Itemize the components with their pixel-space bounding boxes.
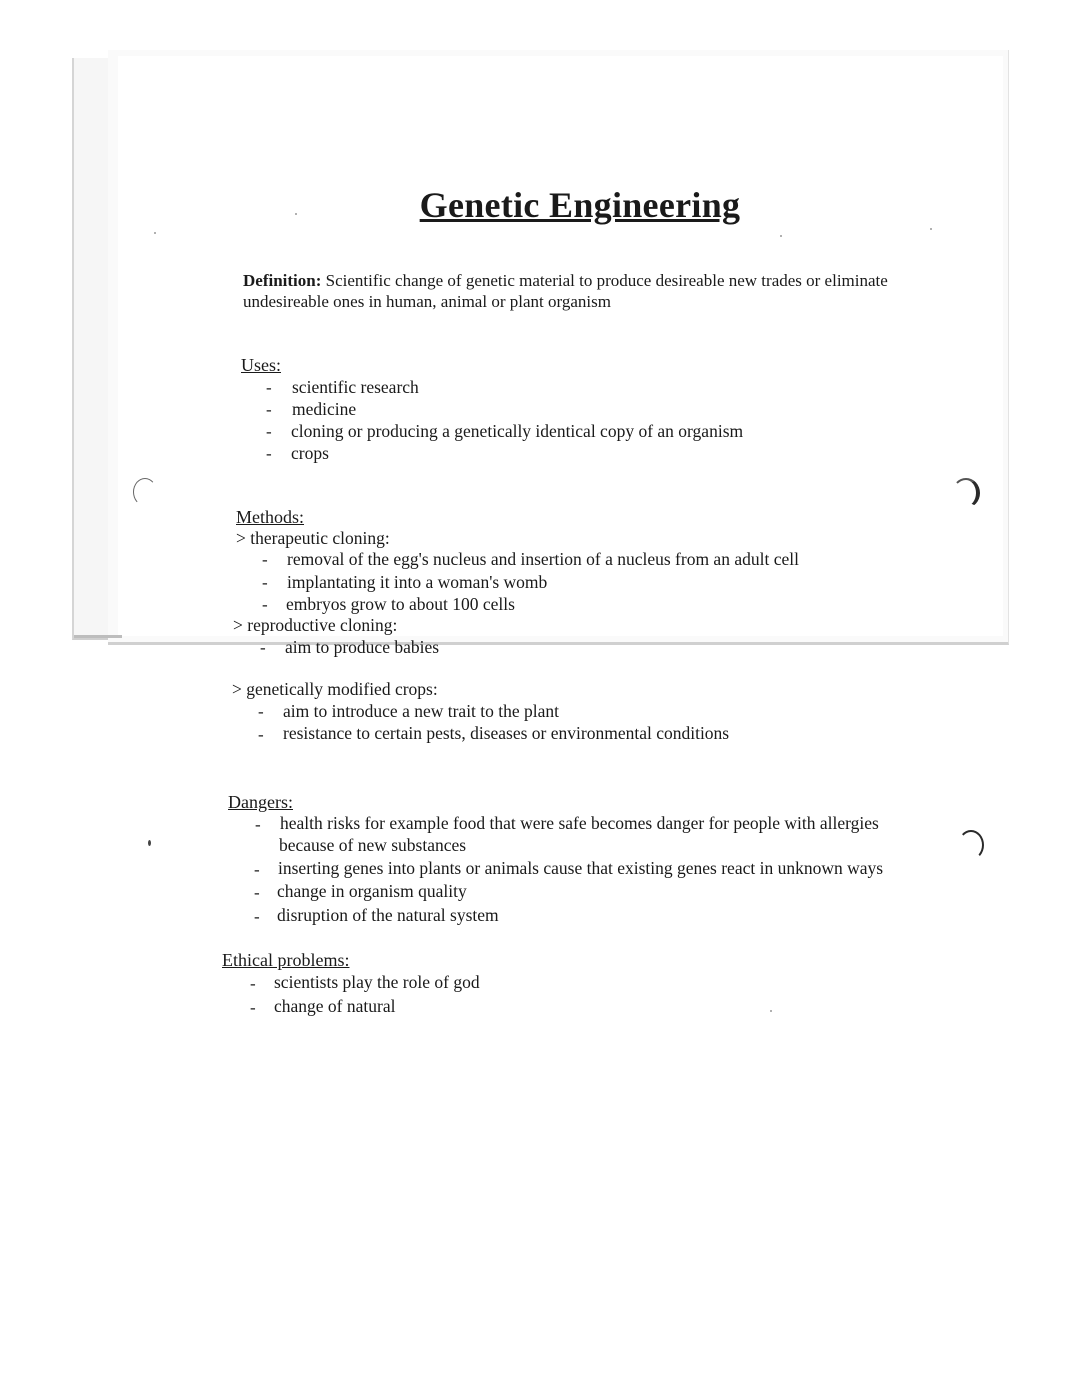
bullet-dash: - [254, 907, 260, 926]
dangers-item: change in organism quality [277, 881, 467, 901]
speck [148, 840, 151, 846]
definition-text-line2: undesireable ones in human, animal or plant organism [243, 292, 611, 311]
therapeutic-cloning-label: > therapeutic cloning: [236, 528, 390, 548]
dangers-item: inserting genes into plants or animals cause that existing genes react in unknown ways [278, 858, 884, 878]
bullet-dash: - [250, 974, 256, 993]
bullet-dash: - [262, 573, 268, 592]
speck [930, 228, 932, 230]
therapeutic-item: removal of the egg's nucleus and insertion of a nucleus from an adult cell [287, 549, 799, 569]
uses-item: cloning or producing a genetically identical copy of an organism [291, 421, 744, 441]
bullet-dash: - [258, 702, 264, 721]
definition-text-line1: Scientific change of genetic material to produce desireable new trades or eliminate [325, 271, 888, 290]
methods-heading: Methods: [236, 507, 305, 527]
dangers-item: disruption of the natural system [277, 905, 499, 925]
dangers-item: health risks for example food that were safe becomes danger for people with allergies [280, 813, 879, 833]
definition-label: Definition: [243, 271, 322, 290]
bullet-dash: - [255, 815, 261, 834]
ethical-problems-heading: Ethical problems: [222, 950, 350, 970]
gm-crops-item: aim to introduce a new trait to the plant [283, 701, 560, 721]
punch-hole-left [133, 478, 157, 506]
bullet-dash: - [266, 400, 272, 419]
speck [154, 232, 156, 234]
speck [780, 235, 782, 237]
bullet-dash: - [266, 378, 272, 397]
punch-hole-right-bottom [958, 830, 984, 860]
reproductive-cloning-label: > reproductive cloning: [233, 615, 398, 635]
bullet-dash: - [254, 883, 260, 902]
therapeutic-item: implantating it into a woman's womb [287, 572, 548, 592]
bullet-dash: - [262, 550, 268, 569]
bullet-dash: - [266, 422, 272, 441]
definition [243, 270, 893, 312]
sheet-edge [72, 635, 122, 638]
bullet-dash: - [258, 725, 264, 744]
uses-item: medicine [292, 399, 357, 419]
therapeutic-item: embryos grow to about 100 cells [286, 594, 515, 614]
uses-heading: Uses: [241, 355, 281, 375]
bullet-dash: - [260, 638, 266, 657]
ethical-item: change of natural [274, 996, 396, 1016]
bullet-dash: - [262, 595, 268, 614]
gm-crops-label: > genetically modified crops: [232, 679, 438, 699]
uses-item: crops [291, 443, 329, 463]
punch-hole-right-top [952, 478, 980, 508]
dangers-heading: Dangers: [228, 792, 293, 812]
reproductive-item: aim to produce babies [285, 637, 440, 657]
speck [770, 1010, 772, 1012]
gm-crops-item: resistance to certain pests, diseases or environmental conditions [283, 723, 730, 743]
sheet-edge-left [72, 58, 74, 638]
bullet-dash: - [266, 444, 272, 463]
page-title: Genetic Engineering [419, 185, 741, 225]
bullet-dash: - [254, 860, 260, 879]
ethical-item: scientists play the role of god [274, 972, 480, 992]
dangers-item-continued: because of new substances [279, 835, 467, 855]
bullet-dash: - [250, 998, 256, 1017]
uses-item: scientific research [292, 377, 419, 397]
